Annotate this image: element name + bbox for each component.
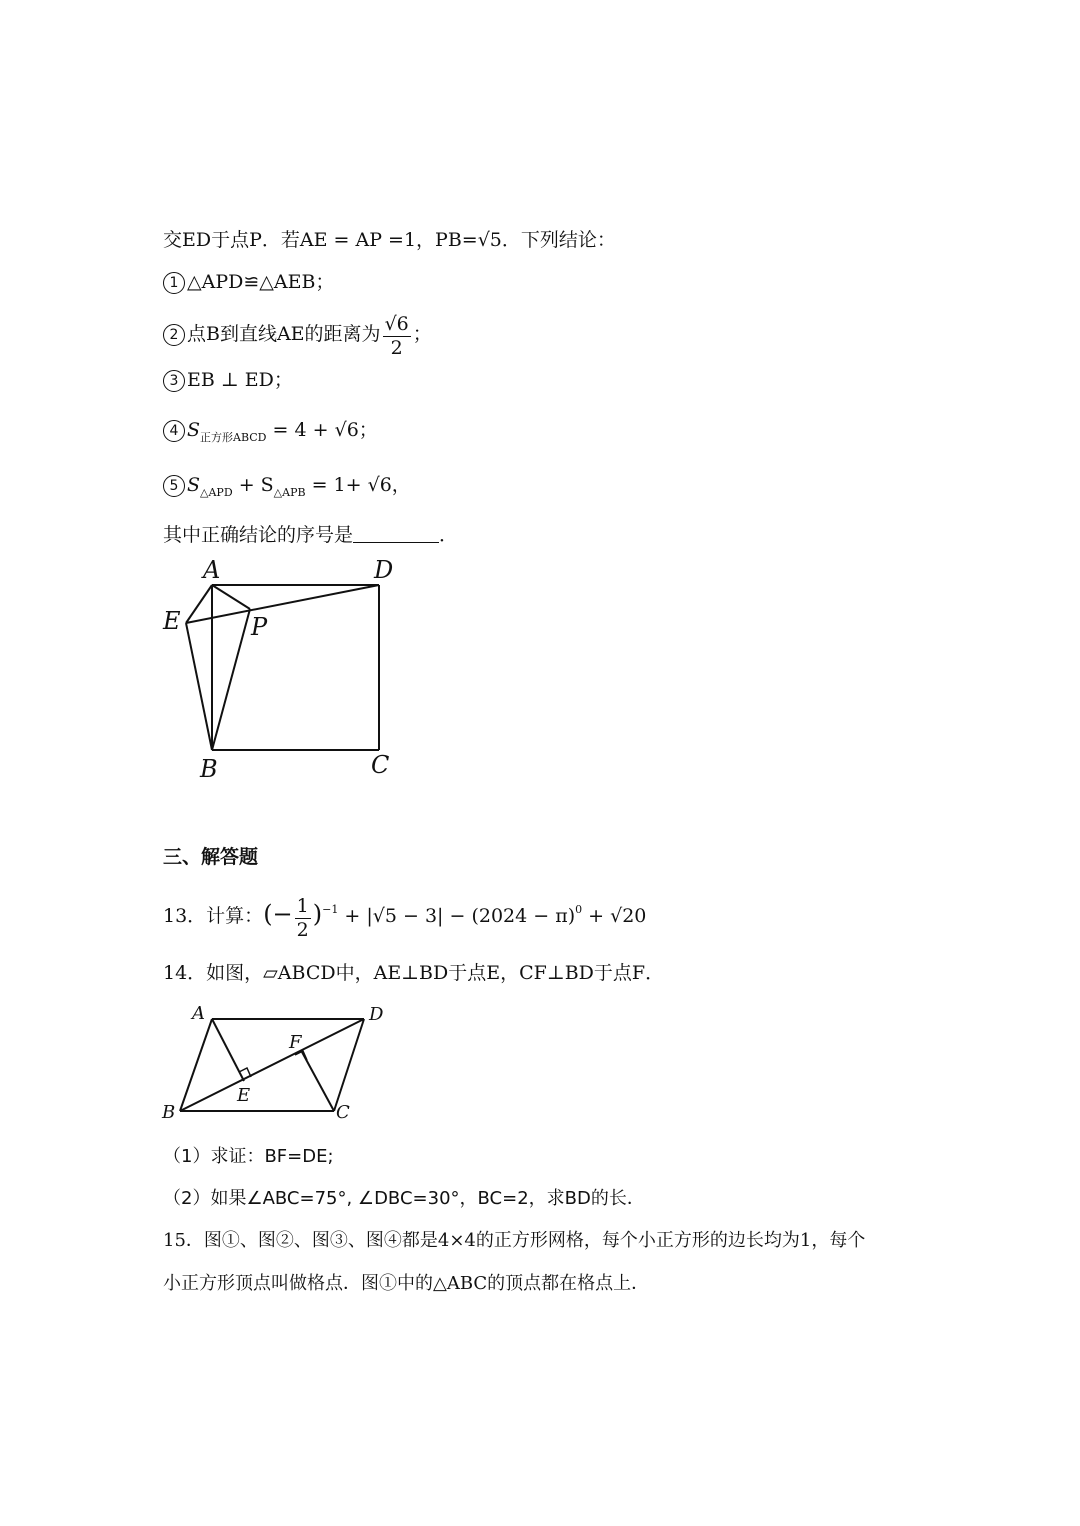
section-heading: 三、解答题 bbox=[163, 846, 259, 868]
q15-line2: 小正方形顶点叫做格点．图①中的△ABC的顶点都在格点上． bbox=[163, 1273, 650, 1294]
label-d: D bbox=[369, 1004, 384, 1025]
conclusion-text: △APD≌△AEB； bbox=[187, 271, 335, 293]
label-a: A bbox=[192, 1003, 205, 1024]
label-c: C bbox=[371, 751, 390, 779]
q13-label: 13．计算： bbox=[163, 905, 264, 927]
conclusion-text: = 1+ √6， bbox=[305, 474, 411, 496]
label-a: A bbox=[203, 556, 221, 584]
paren-open: (− bbox=[263, 900, 293, 928]
label-b: B bbox=[162, 1102, 176, 1123]
q14-statement: 14．如图，▱ABCD中，AE⊥BD于点E，CF⊥BD于点F． bbox=[163, 962, 665, 984]
question-text: 其中正确结论的序号是 bbox=[163, 524, 354, 546]
conclusion-text: = 4 + √6； bbox=[266, 419, 378, 441]
fraction-numerator: √6 bbox=[384, 312, 409, 335]
expression-rest: + |√5 − 3| − (2024 − π) bbox=[338, 905, 576, 927]
paren-close: ) bbox=[312, 900, 323, 928]
fraction-denominator: 2 bbox=[296, 918, 309, 941]
circled-number: 2 bbox=[163, 324, 185, 346]
label-d: D bbox=[374, 556, 394, 584]
area-subscript: △APD bbox=[200, 486, 233, 499]
q14-part2: （2）如果∠ABC=75°, ∠DBC=30°，BC=2，求BD的长． bbox=[163, 1188, 645, 1209]
label-b: B bbox=[200, 755, 218, 783]
conclusion-end: ； bbox=[412, 323, 432, 345]
area-symbol: S bbox=[187, 474, 201, 496]
segment-cf bbox=[302, 1052, 334, 1111]
exponent: 0 bbox=[575, 903, 583, 916]
fraction-numerator: 1 bbox=[296, 894, 309, 917]
circled-number: 1 bbox=[163, 272, 185, 294]
label-e: E bbox=[163, 607, 181, 635]
circled-number: 5 bbox=[163, 475, 185, 497]
label-c: C bbox=[336, 1102, 350, 1123]
conclusion-text: EB ⊥ ED； bbox=[187, 369, 293, 391]
q15-line1: 15．图①、图②、图③、图④都是4×4的正方形网格，每个小正方形的边长均为1，每个 bbox=[163, 1230, 866, 1251]
circled-number: 4 bbox=[163, 420, 185, 442]
label-e: E bbox=[237, 1085, 251, 1106]
label-p: P bbox=[251, 613, 268, 641]
question-end: ． bbox=[439, 524, 459, 546]
exponent: −1 bbox=[322, 903, 339, 916]
circled-number: 3 bbox=[163, 370, 185, 392]
area-subscript: △APB bbox=[273, 486, 306, 499]
plus-area-symbol: + S bbox=[232, 474, 274, 496]
conclusion-text: 点B到直线AE的距离为 bbox=[187, 323, 381, 345]
q14-part1: （1）求证：BF=DE; bbox=[163, 1146, 334, 1167]
q12-intro: 交ED于点P．若AE = AP =1，PB=√5．下列结论： bbox=[163, 229, 616, 251]
area-subscript: 正方形ABCD bbox=[200, 431, 267, 444]
fraction-denominator: 2 bbox=[390, 336, 403, 359]
label-f: F bbox=[289, 1032, 302, 1053]
expression-tail: + √20 bbox=[582, 905, 647, 927]
area-symbol: S bbox=[187, 419, 201, 441]
